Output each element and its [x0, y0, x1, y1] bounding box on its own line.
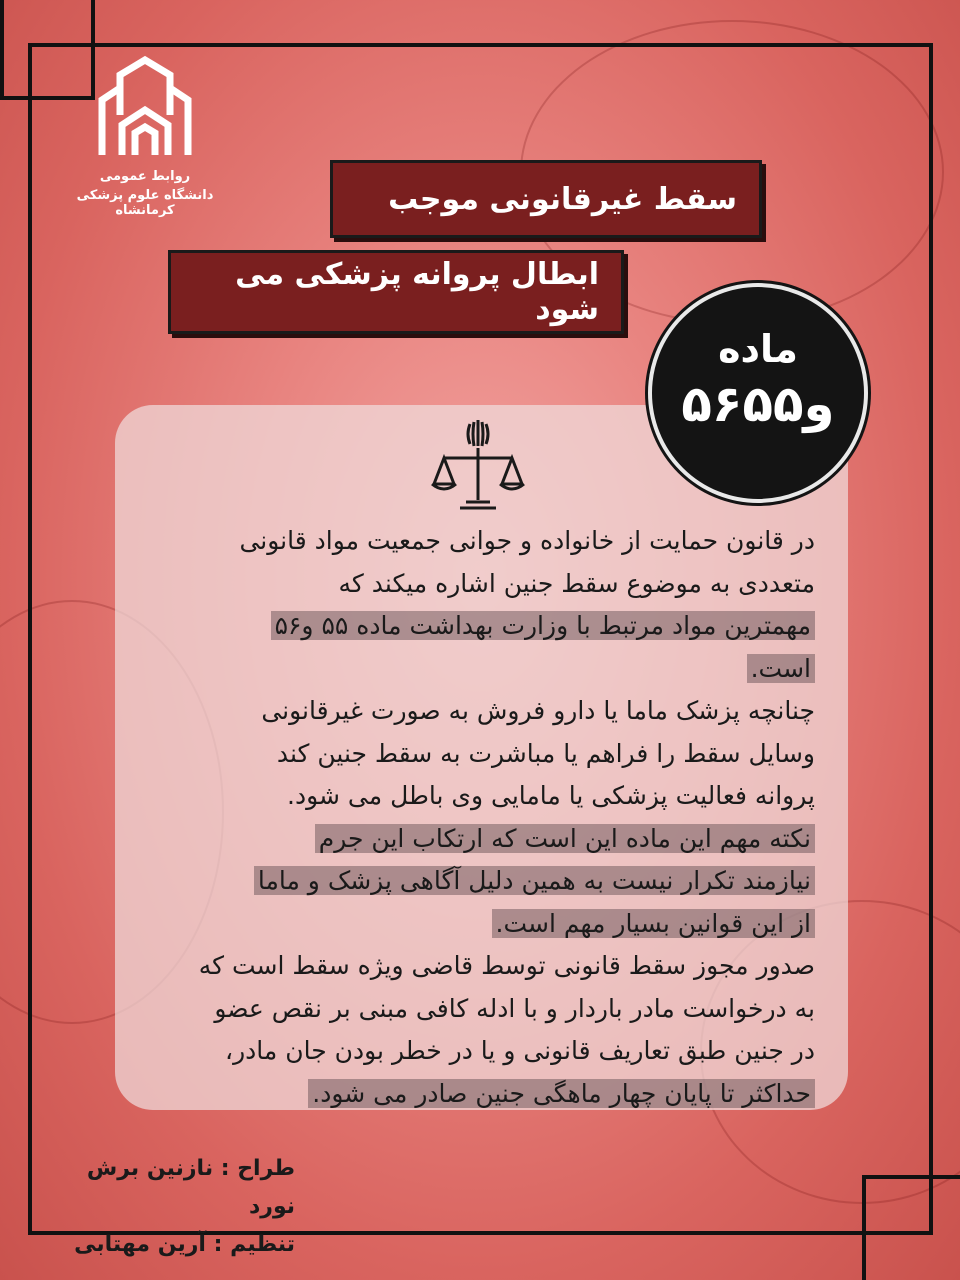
corner-box-bottom-right	[862, 1175, 960, 1179]
corner-box-bottom-right	[862, 1175, 866, 1280]
body-text-line	[150, 903, 815, 946]
article-body-text	[150, 520, 815, 1115]
article-badge	[648, 283, 868, 503]
title-line-2-text: ابطال پروانه پزشکی می شود	[235, 257, 599, 327]
body-text-line	[150, 563, 815, 606]
body-text-span: در قانون حمایت از خانواده و جوانی جمعیت مواد قانونی	[239, 526, 815, 555]
highlighted-text: مهمترین مواد مرتبط با وزارت بهداشت ماده ۵۵ و۵۶	[271, 611, 815, 640]
body-text-line	[150, 860, 815, 903]
frame-top-line	[28, 43, 933, 47]
university-logo-icon	[90, 55, 200, 165]
highlighted-text: از این قوانین بسیار مهم است.	[492, 909, 815, 938]
highlighted-text: حداکثر تا پایان چهار ماهگی جنین صادر می شود.	[308, 1079, 815, 1108]
logo-label-public-relations: روابط عمومی	[99, 169, 191, 184]
highlighted-text: نیازمند تکرار نیست به همین دلیل آگاهی پزشک و ماما	[254, 866, 815, 895]
article-badge-number: ۵۶و۵۵	[681, 375, 835, 433]
body-text-line	[150, 605, 815, 648]
body-text-line	[150, 520, 815, 563]
body-text-span: متعددی به موضوع سقط جنین اشاره میکند که	[338, 568, 815, 598]
article-badge-label: ماده	[718, 327, 798, 371]
title-line-1	[330, 160, 762, 238]
body-text-span: پروانه فعالیت پزشکی یا مامایی وی باطل می شود.	[287, 781, 815, 810]
university-logo	[60, 55, 230, 218]
body-text-line	[150, 733, 815, 776]
justice-scales-emblem-icon	[430, 418, 526, 514]
body-text-span: چنانچه پزشک ماما یا دارو فروش به صورت غیرقانونی	[261, 696, 815, 725]
corner-box-top-left	[0, 0, 4, 100]
body-text-span: صدور مجوز سقط قانونی توسط قاضی ویژه سقط است که	[198, 951, 815, 980]
highlighted-text: نکته مهم این ماده این است که ارتکاب این جرم	[315, 824, 815, 853]
body-text-span: وسایل سقط را فراهم یا مباشرت به سقط جنین کند	[276, 738, 815, 768]
frame-right-line	[929, 43, 933, 1235]
credits	[40, 1150, 295, 1264]
designer-credit: طراح : نازنین برش نورد	[86, 1156, 295, 1219]
logo-label-university: دانشگاه علوم پزشکی کرمانشاه	[76, 188, 214, 218]
frame-left-line	[28, 43, 32, 1235]
editor-credit: تنظیم : آرین مهتابی	[74, 1232, 295, 1257]
title-line-2	[168, 250, 624, 334]
body-text-line	[150, 1030, 815, 1073]
title-line-1-text: سقط غیرقانونی موجب	[388, 181, 737, 217]
body-text-line	[150, 988, 815, 1031]
body-text-line	[150, 775, 815, 818]
body-text-line	[150, 1073, 815, 1116]
body-text-line	[150, 945, 815, 988]
body-text-line	[150, 648, 815, 691]
body-text-line	[150, 818, 815, 861]
body-text-line	[150, 690, 815, 733]
highlighted-text: است.	[747, 654, 815, 683]
body-text-span: به درخواست مادر باردار و با ادله کافی مبنی بر نقص عضو	[214, 993, 815, 1023]
body-text-span: در جنین طبق تعاریف قانونی و یا در خطر بودن جان مادر،	[225, 1036, 815, 1065]
